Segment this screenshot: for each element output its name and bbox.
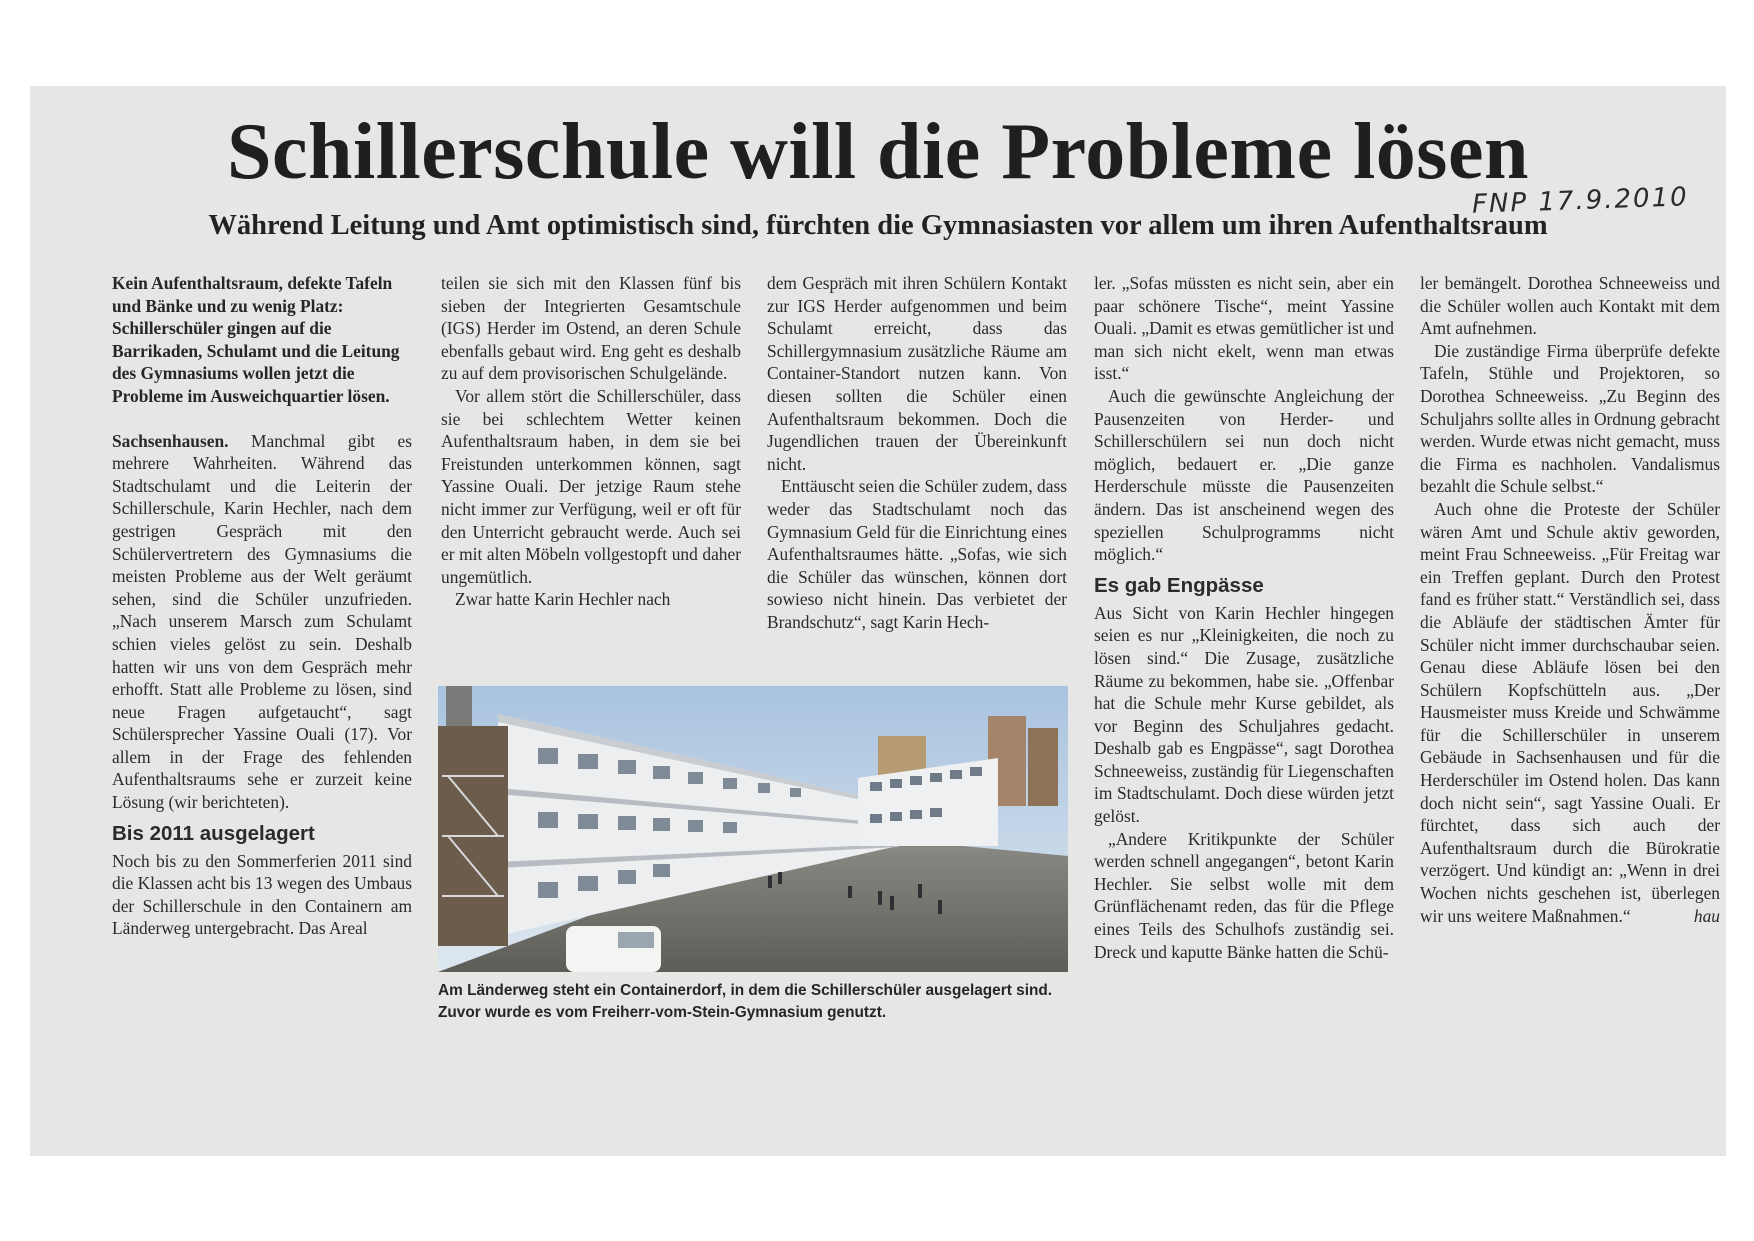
- article-headline: Schillerschule will die Probleme lösen: [227, 108, 1529, 196]
- article-paragraph: [1420, 498, 1720, 927]
- article-paragraph: Zwar hatte Karin Hechler nach: [455, 589, 671, 610]
- paragraph-text: Manchmal gibt es mehrere Wahrheiten. Während das Stadtschulamt und die Leiterin der Schillerschule, Karin Hechler, nach dem gestrigen Gespräch mit den Schülervertretern des Gymnasiums die meisten Probleme aus der Welt geräumt sehen, sind die Schüler unzufrieden. „Nach unserem Marsch zum Schulamt schien vieles gelöst zu sein. Deshalb hatten wir uns von dem Gespräch mehr erhofft. Statt alle Probleme zu lösen, sind neue Fragen aufgetaucht“, sagt Schülersprecher Yassine Ouali (17). Vor allem in der Frage des fehlenden Aufenthaltsraums sehe er zurzeit keine Lösung (wir berichteten).: [112, 430, 412, 813]
- author-signature: hau: [1693, 905, 1720, 926]
- article-paragraph: Noch bis zu den Sommerferien 2011 sind die Klassen acht bis 13 wegen des Umbaus der Schillerschule in den Containern am Länderweg untergebracht. Das Areal: [112, 850, 412, 939]
- article-paragraph: „Andere Kritikpunkte der Schüler werden schnell angegangen“, betont Karin Hechler. Sie selbst wolle mit dem Grünflächenamt reden, das für die Pflege eines Teils des Schulhofs zuständig sei. Dreck und kaputte Bänke hatten die Schü-: [1094, 828, 1394, 962]
- article-paragraph: teilen sie sich mit den Klassen fünf bis sieben der Integrierten Gesamtschule (IGS) Herder im Ostend, an deren Schule ebenfalls gebaut wird. Eng geht es deshalb zu auf dem provisorischen Schulgelände.: [441, 273, 741, 384]
- article-intro: Kein Aufenthaltsraum, defekte Tafeln und Bänke und zu wenig Platz: Schillerschüler gingen auf die Barrikaden, Schulamt und die Leitung des Gymnasiums wollen jetzt die Probleme im Ausweichquartier lösen.: [112, 273, 400, 406]
- paragraph-text: Auch ohne die Proteste der Schüler wären Amt und Schule aktiv geworden, meint Frau Schneeweiss. „Für Freitag war ein Treffen geplant. Durch den Protest fand es früher statt.“ Verständlich sei, dass die Abläufe der städtischen Ämter für Schüler nicht immer durchschaubar seien. Genau diese Abläufe lösen bei den Schülern Kopfschütteln aus. „Der Hausmeister muss Kreide und Schwämme für die Schillerschüler in unserem Gebäude in Sachsenhausen und für die Herderschüler im Ostend holen. Das kann doch nicht sein“, sagt Yassine Ouali. Er fürchtet, dass sich auch der Aufenthaltsraum durch die Bürokratie verzögert. Und kündigt an: „Wenn in drei Wochen nichts geschehen ist, überlegen wir uns weitere Maßnahmen.“: [1420, 498, 1720, 926]
- article-paragraph: Auch die gewünschte Angleichung der Pausenzeiten von Herder- und Schillerschülern sei nun doch nicht möglich, bedauert er. „Die ganze Herderschule müsste die Pausenzeiten ändern. Das ist anscheinend wegen des speziellen Schulprogramms nicht möglich.“: [1094, 385, 1394, 565]
- article-column-2: [441, 272, 741, 611]
- newspaper-clipping: [30, 86, 1726, 1156]
- article-subhead: Bis 2011 ausgelagert: [112, 821, 315, 845]
- article-paragraph: ler. „Sofas müssten es nicht sein, aber ein paar schönere Tische“, meint Yassine Ouali. „Damit es etwas gemütlicher ist und man sich nicht ekelt, wenn man etwas isst.“: [1094, 273, 1394, 384]
- article-subhead: Es gab Engpässe: [1094, 573, 1264, 597]
- article-column-1: [112, 272, 412, 940]
- photo-caption: Am Länderweg steht ein Containerdorf, in dem die Schillerschüler ausgelagert sind. Zuvor wurde es vom Freiherr-vom-Stein-Gymnasium genutzt.: [438, 982, 1053, 1021]
- article-column-3: [767, 272, 1067, 634]
- article-dateline: Sachsenhausen.: [112, 430, 229, 451]
- article-paragraph: ler bemängelt. Dorothea Schneeweiss und die Schüler wollen auch Kontakt mit dem Amt aufnehmen.: [1420, 273, 1720, 339]
- article-subheadline: Während Leitung und Amt optimistisch sind, fürchten die Gymnasiasten vor allem um ihren Aufenthaltsraum: [208, 210, 1548, 241]
- photo-illustration: [438, 686, 1068, 972]
- article-paragraph: Die zuständige Firma überprüfe defekte Tafeln, Stühle und Projektoren, so Dorothea Schneeweiss. „Zu Beginn des Schuljahrs sollte alles in Ordnung gebracht werden. Wurde etwas nicht gemacht, muss die Firma es nachholen. Vandalismus bezahlt die Schule selbst.“: [1420, 340, 1720, 497]
- article-column-4: [1094, 272, 1394, 963]
- article-paragraph: [112, 430, 412, 814]
- article-paragraph: Aus Sicht von Karin Hechler hingegen seien es nur „Kleinigkeiten, die noch zu lösen sind.“ Die Zusage, zusätzliche Räume zu bekommen, habe sie. „Offenbar hat die Schule mehr Kurse gebildet, als vor Beginn des Schuljahres gedacht. Deshalb gab es Engpässe“, sagt Dorothea Schneeweiss, zuständig für Liegenschaften im Stadtschulamt. Doch diese würden jetzt gelöst.: [1094, 602, 1394, 827]
- article-paragraph: Enttäuscht seien die Schüler zudem, dass weder das Stadtschulamt noch das Gymnasium Geld für die Einrichtung eines Aufenthaltsraumes hätte. „Sofas, wie sich die Schüler das wünschen, können dort sowieso nicht hinein. Das verbietet der Brandschutz“, sagt Karin Hech-: [767, 476, 1067, 632]
- handwritten-date-note: FNP 17.9.2010: [1471, 182, 1690, 220]
- article-column-5: [1420, 272, 1720, 927]
- article-paragraph: Vor allem stört die Schillerschüler, dass sie bei schlechtem Wetter keinen Aufenthaltsraum haben, in dem sie bei Freistunden unterkommen können, sagt Yassine Ouali. Der jetzige Raum stehe nicht immer zur Verfügung, weil er oft für den Unterricht gebraucht werde. Auch sei er mit alten Möbeln vollgestopft und daher ungemütlich.: [441, 385, 741, 587]
- article-paragraph: dem Gespräch mit ihren Schülern Kontakt zur IGS Herder aufgenommen und beim Schulamt erreicht, dass das Schillergymnasium zusätzliche Räume am Container-Standort nutzen kann. Von diesen sollten die Schüler einen Aufenthaltsraum bekommen. Doch die Jugendlichen trauen der Übereinkunft nicht.: [767, 273, 1067, 474]
- container-village-photo: [438, 686, 1068, 972]
